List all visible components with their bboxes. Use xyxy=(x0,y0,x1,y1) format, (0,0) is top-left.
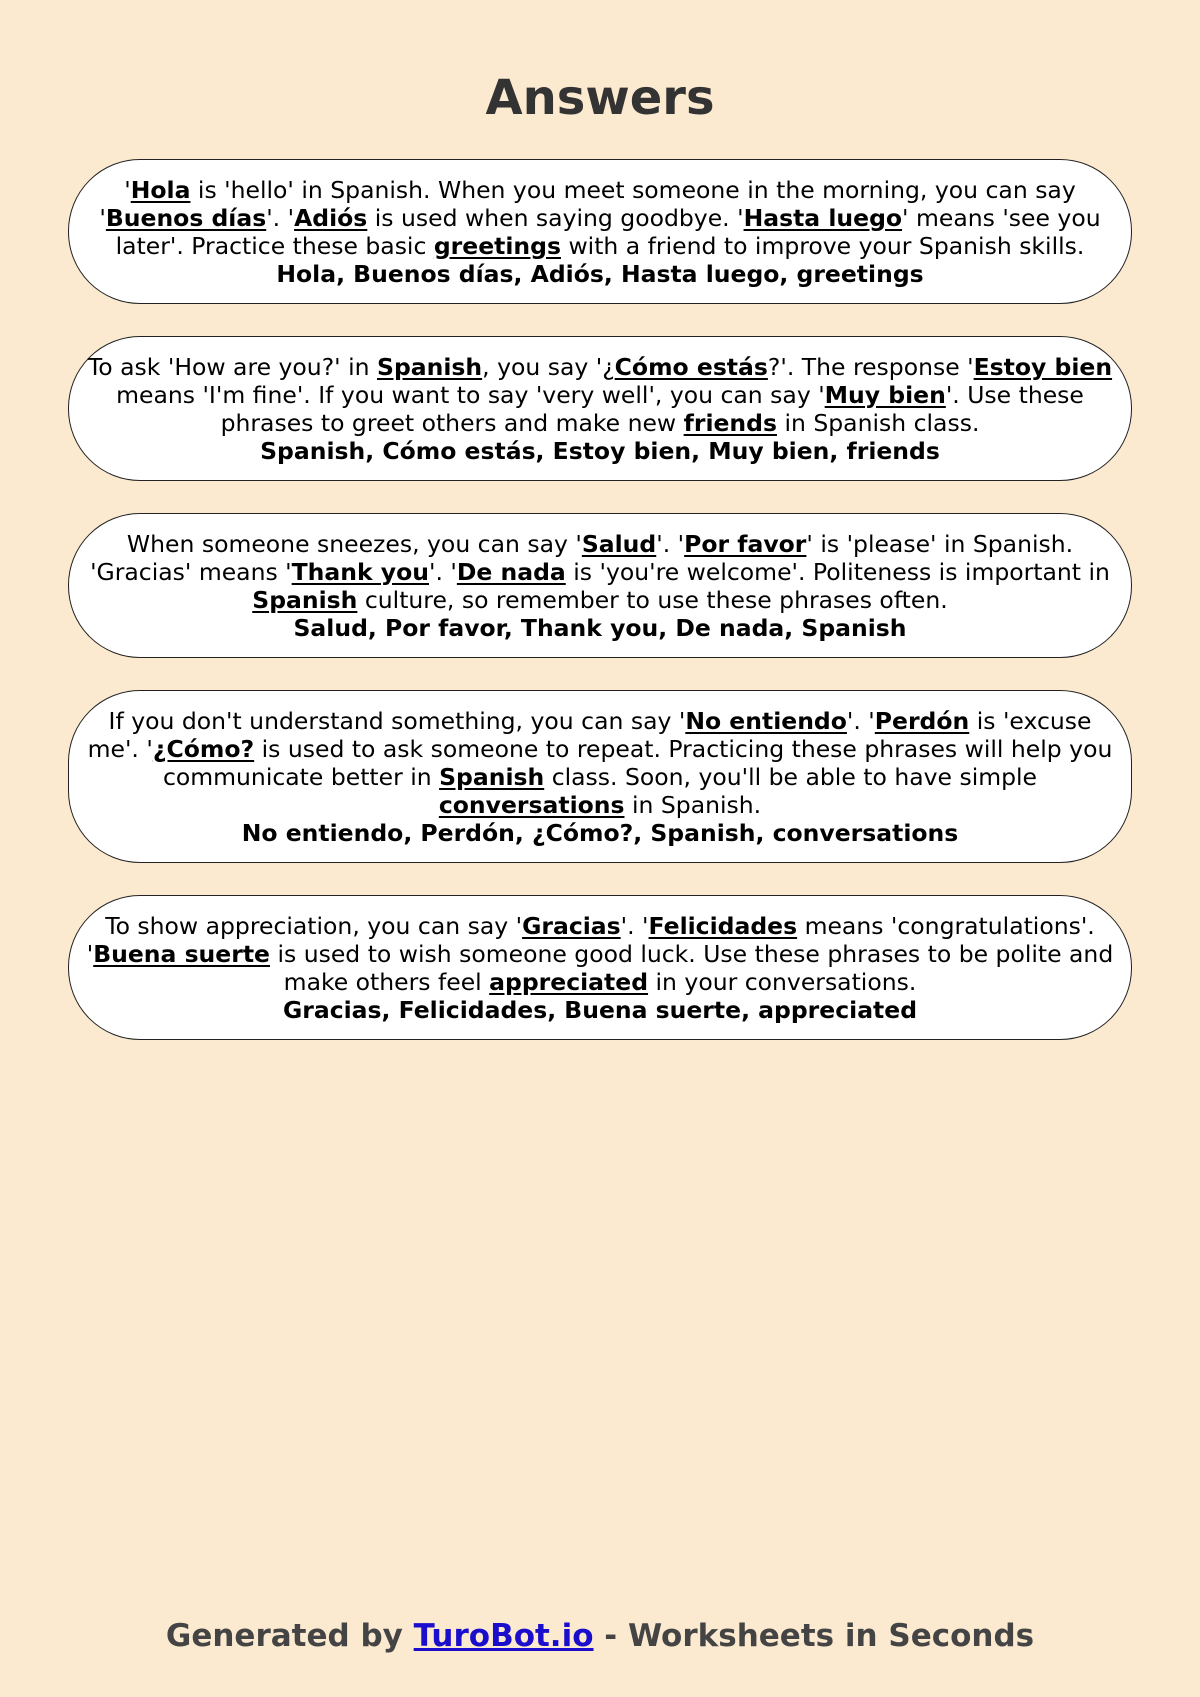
passage-segment: means 'I'm fine'. If you want to say 'very well', you can say ' xyxy=(116,380,825,409)
answer-word: friends xyxy=(683,408,777,437)
passage-segment: is 'hello' in Spanish. When you meet someone in the morning, you can say ' xyxy=(99,175,1076,232)
passage-segment: , you say '¿ xyxy=(482,352,615,381)
answer-word: conversations xyxy=(438,790,625,819)
answer-word: De nada xyxy=(456,557,566,586)
answer-word: Hasta luego xyxy=(743,203,903,232)
answer-word: Buenos días xyxy=(105,203,267,232)
answer-word: Buena suerte xyxy=(93,939,270,968)
answer-word: Perdón xyxy=(874,706,970,735)
passage-text xyxy=(81,353,1119,437)
passage-segment: ' xyxy=(124,175,131,204)
passage-segment: is used to wish someone good luck. Use these phrases to be polite and make others feel xyxy=(270,939,1114,996)
answer-word: Por favor xyxy=(684,529,807,558)
passage-segment: with a friend to improve your Spanish skills. xyxy=(560,231,1085,260)
passage-segment: is used when saying goodbye. ' xyxy=(367,203,744,232)
passage-segment: class. Soon, you'll be able to have simple xyxy=(544,762,1038,791)
turobot-link[interactable]: TuroBot.io xyxy=(413,1618,594,1654)
footer-prefix: Generated by xyxy=(165,1618,414,1654)
page-title: Answers xyxy=(485,70,715,126)
answer-word: ¿Cómo? xyxy=(152,734,255,763)
answer-word: Spanish xyxy=(252,585,358,614)
answer-card xyxy=(68,159,1132,304)
passage-segment: means 'congratulations'. ' xyxy=(86,911,1095,968)
answer-word: Thank you xyxy=(291,557,429,586)
passage-segment: is used to ask someone to repeat. Practicing these phrases will help you communicate better in xyxy=(162,734,1113,791)
answer-key: Salud, Por favor, Thank you, De nada, Spanish xyxy=(293,613,907,642)
passage-segment: '. ' xyxy=(620,911,649,940)
answer-word: appreciated xyxy=(489,967,649,996)
passage-segment: culture, so remember to use these phrases often. xyxy=(357,585,948,614)
answer-card xyxy=(68,336,1132,481)
passage-segment: is 'excuse me'. ' xyxy=(87,706,1092,763)
answer-word: Gracias xyxy=(522,911,621,940)
passage-segment: When someone sneezes, you can say ' xyxy=(126,529,582,558)
answer-card xyxy=(68,895,1132,1040)
answer-card xyxy=(68,513,1132,658)
answer-key: No entiendo, Perdón, ¿Cómo?, Spanish, conversations xyxy=(241,818,959,847)
answer-word: Adiós xyxy=(294,203,368,232)
answer-word: Cómo estás xyxy=(614,352,768,381)
answer-key: Gracias, Felicidades, Buena suerte, appreciated xyxy=(282,995,918,1024)
answer-word: Hola xyxy=(130,175,191,204)
answer-key: Hola, Buenos días, Adiós, Hasta luego, greetings xyxy=(276,259,924,288)
passage-segment: is 'you're welcome'. Politeness is important in xyxy=(565,557,1110,586)
answer-card xyxy=(68,690,1132,863)
passage-segment: ' is 'please' in Spanish. 'Gracias' means ' xyxy=(90,529,1074,586)
answer-word: greetings xyxy=(433,231,561,260)
passage-segment: ' means 'see you later'. Practice these basic xyxy=(115,203,1101,260)
footer-suffix: - Worksheets in Seconds xyxy=(593,1618,1035,1654)
answer-word: Muy bien xyxy=(824,380,946,409)
answer-word: Spanish xyxy=(377,352,483,381)
passage-text xyxy=(81,176,1119,260)
passage-segment: '. ' xyxy=(429,557,457,586)
passage-text xyxy=(81,912,1119,996)
answer-word: Estoy bien xyxy=(973,352,1113,381)
answer-word: Spanish xyxy=(439,762,545,791)
footer xyxy=(0,1618,1200,1654)
passage-segment: ?'. The response ' xyxy=(767,352,974,381)
passage-segment: '. ' xyxy=(846,706,875,735)
passage-segment: in Spanish. xyxy=(624,790,762,819)
passage-text xyxy=(81,707,1119,819)
passage-segment: '. ' xyxy=(266,203,295,232)
passage-segment: To ask 'How are you?' in xyxy=(87,352,378,381)
answer-cards xyxy=(68,159,1132,1072)
answer-key: Spanish, Cómo estás, Estoy bien, Muy bien, friends xyxy=(260,436,940,465)
answer-word: Felicidades xyxy=(648,911,798,940)
answer-word: No entiendo xyxy=(685,706,847,735)
passage-segment: '. ' xyxy=(656,529,685,558)
passage-text xyxy=(81,530,1119,614)
passage-segment: '. Use these phrases to greet others and make new xyxy=(220,380,1084,437)
passage-segment: If you don't understand something, you can say ' xyxy=(108,706,686,735)
passage-segment: To show appreciation, you can say ' xyxy=(105,911,523,940)
passage-segment: in your conversations. xyxy=(648,967,917,996)
passage-segment: in Spanish class. xyxy=(776,408,980,437)
answer-word: Salud xyxy=(581,529,657,558)
